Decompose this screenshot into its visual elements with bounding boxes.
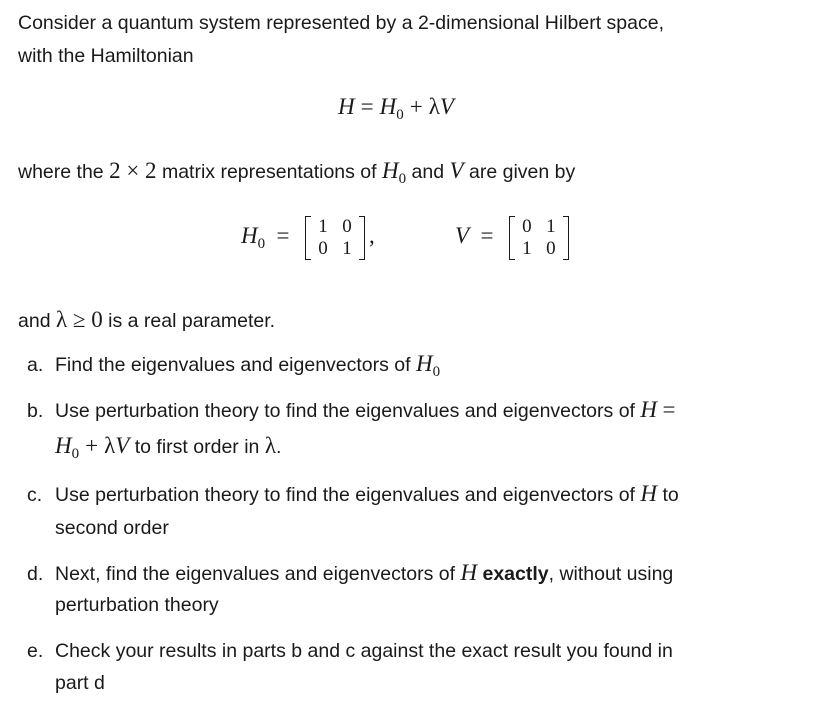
matrix-v-bracket: 0 1 1 0: [509, 216, 569, 260]
item-c-continuation: second order: [55, 517, 169, 539]
item-d-continuation: perturbation theory: [55, 594, 219, 616]
intro-line-1: Consider a quantum system represented by a 2-dimensional Hilbert space,: [18, 12, 664, 34]
parameter-line: and λ ≥ 0 is a real parameter.: [18, 307, 276, 332]
matrix-v: V = 0 1 1 0: [455, 216, 573, 260]
item-a: a. Find the eigenvalues and eigenvectors of $H_0$: [27, 351, 441, 380]
item-e-continuation: part d: [55, 672, 105, 694]
hamiltonian-equation: $H = H_0 + \lambda V$: [338, 94, 454, 123]
item-e: e. Check your results in parts b and c against the exact result you found in: [27, 640, 673, 662]
where-line: where the 2 × 2 matrix representations of $H_0$ and V are given by: [18, 158, 576, 187]
item-d: d. Next, find the eigenvalues and eigenvectors of H exactly, without using: [27, 560, 674, 585]
item-b: b. Use perturbation theory to find the eigenvalues and eigenvectors of H =: [27, 397, 676, 422]
matrix-h0: $H_0$ = 1 0 0 1 ,: [241, 216, 375, 259]
item-c: c. Use perturbation theory to find the eigenvalues and eigenvectors of H to: [27, 481, 679, 506]
intro-line-2: with the Hamiltonian: [18, 45, 194, 67]
item-b-continuation: $H_0 + \lambda V$ to first order in λ.: [55, 433, 282, 462]
matrix-h0-bracket: 1 0 0 1: [305, 216, 365, 260]
